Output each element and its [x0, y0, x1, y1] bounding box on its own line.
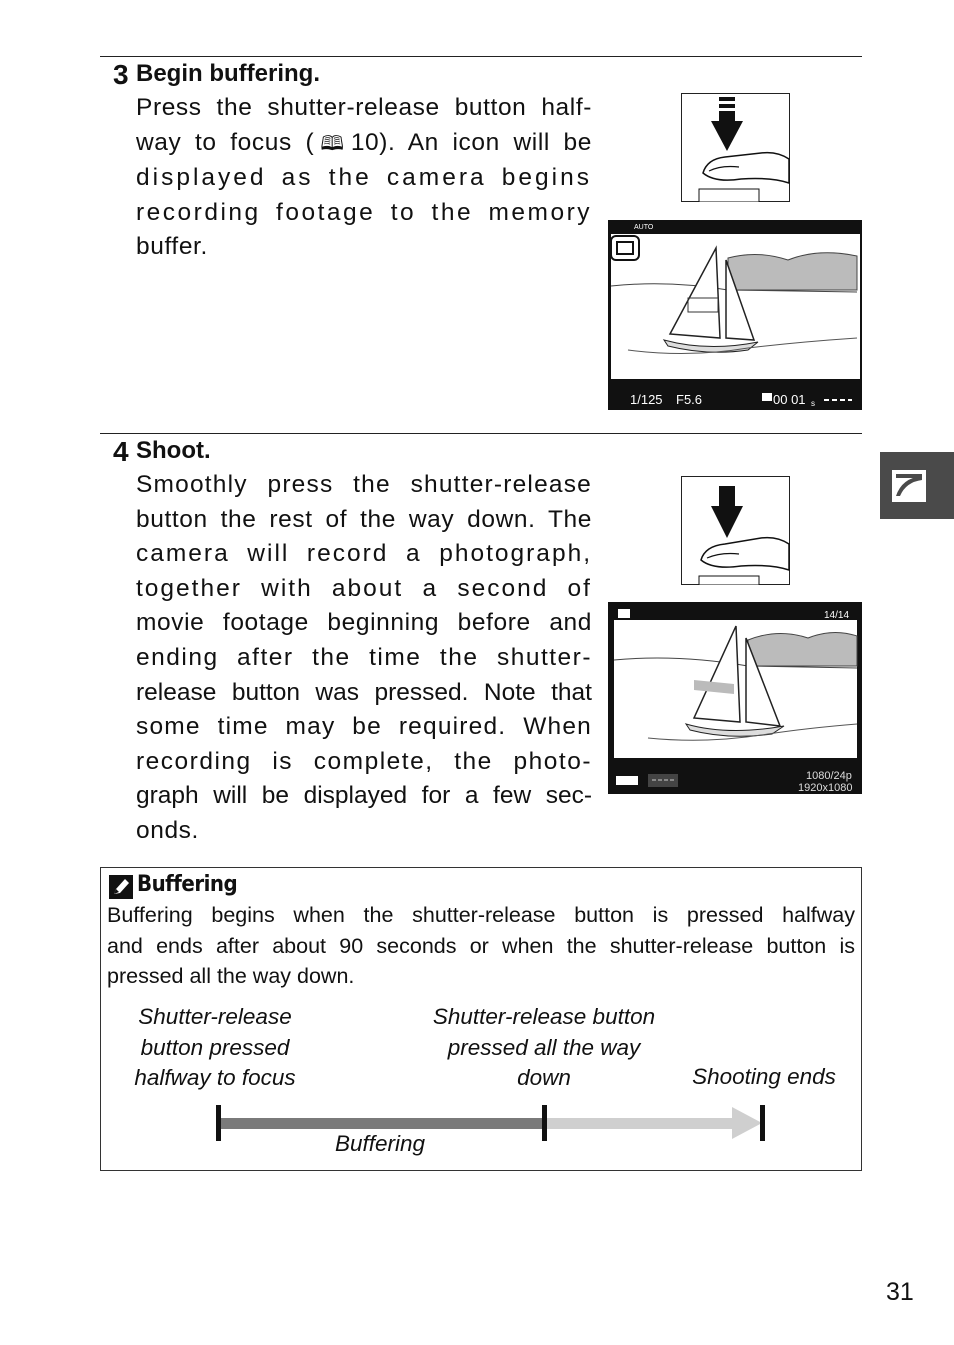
- buffering-timeline: [210, 1100, 770, 1146]
- step3-line: way to focus (🕮10). An icon will be: [136, 128, 592, 156]
- timeline-label-buffering: Buffering: [334, 1131, 426, 1156]
- step4-line: recording is complete, the photo-: [136, 747, 592, 775]
- note-line: Buffering begins when the shutter-release button is pressed halfway: [107, 903, 855, 927]
- timeline-label-shooting-ends: Shooting ends: [692, 1064, 836, 1089]
- camera-screen-buffering: [608, 220, 862, 410]
- note-text: [107, 900, 855, 992]
- note-line: pressed all the way down.: [107, 964, 355, 989]
- step4-line: graph will be displayed for a few sec-: [136, 782, 592, 810]
- step4-line: Smoothly press the shutter-release: [136, 471, 592, 498]
- step3-number: 3: [113, 59, 129, 90]
- best-moment-mode-icon: [880, 452, 954, 519]
- frame-counter: 14/14: [824, 610, 850, 621]
- movie-mode-readout: 1080/24p: [806, 770, 852, 782]
- book-ref-icon: 🕮: [314, 132, 351, 155]
- timeline-label-line: down: [517, 1065, 571, 1090]
- step3-body: [136, 91, 592, 265]
- aperture-readout: F5.6: [676, 392, 703, 407]
- step3-line: displayed as the camera begins: [136, 164, 592, 192]
- step3-title: Begin buffering.: [136, 60, 320, 87]
- timeline-label-full-press: [420, 1002, 668, 1094]
- timeline-arrowhead: [732, 1107, 762, 1139]
- step4-line: release button was pressed. Note that: [136, 678, 592, 706]
- step4-line: button the rest of the way down. The: [136, 505, 592, 533]
- post-press-segment: [544, 1118, 736, 1129]
- timer-unit: s: [811, 399, 815, 408]
- step3-line: Press the shutter-release button half-: [136, 94, 592, 121]
- shutter-half-press-figure: [681, 93, 790, 202]
- timeline-label-line: Shutter-release: [138, 1004, 292, 1029]
- timeline-label-halfway: [114, 1002, 316, 1094]
- af-mode-label: AUTO: [634, 224, 654, 231]
- note-pencil-icon: [109, 875, 133, 899]
- timeline-label-line: halfway to focus: [134, 1065, 296, 1090]
- note-line: and ends after about 90 seconds or when the shutter-release button is: [107, 933, 855, 958]
- chapter-tab: [880, 452, 954, 519]
- timeline-label-line: pressed all the way: [447, 1034, 641, 1060]
- buffer-timer-readout: 00 01: [773, 392, 806, 407]
- buffering-segment: [220, 1118, 544, 1129]
- step4-line: movie footage beginning before and: [136, 609, 592, 637]
- tick-halfway: [216, 1105, 221, 1141]
- step4-line: onds.: [136, 816, 199, 844]
- timeline-label-line: button pressed: [140, 1034, 290, 1060]
- timeline-label-line: Shutter-release button: [432, 1004, 656, 1029]
- tick-full-press: [542, 1105, 547, 1141]
- step4-top-rule: [100, 433, 862, 434]
- step4-line: together with about a second of: [136, 574, 592, 602]
- step4-line: camera will record a photograph,: [136, 540, 592, 568]
- camera-screen-playback: [608, 602, 862, 794]
- step4-line: ending after the time the shutter-: [136, 643, 592, 671]
- step4-title: Shoot.: [136, 437, 211, 464]
- note-title: Buffering: [137, 872, 238, 897]
- tick-shooting-ends: [760, 1105, 765, 1141]
- resolution-readout: 1920x1080: [798, 782, 853, 794]
- step4-number: 4: [113, 436, 129, 467]
- step3-line: buffer.: [136, 233, 208, 261]
- step4-body: [136, 468, 592, 849]
- page-number: 31: [886, 1278, 914, 1306]
- step3-top-rule: [100, 56, 862, 57]
- step3-line: recording footage to the memory: [136, 198, 592, 226]
- step4-line: some time may be required. When: [136, 713, 592, 741]
- shutter-full-press-figure: [681, 476, 790, 585]
- shutter-speed-readout: 1/125: [630, 392, 663, 407]
